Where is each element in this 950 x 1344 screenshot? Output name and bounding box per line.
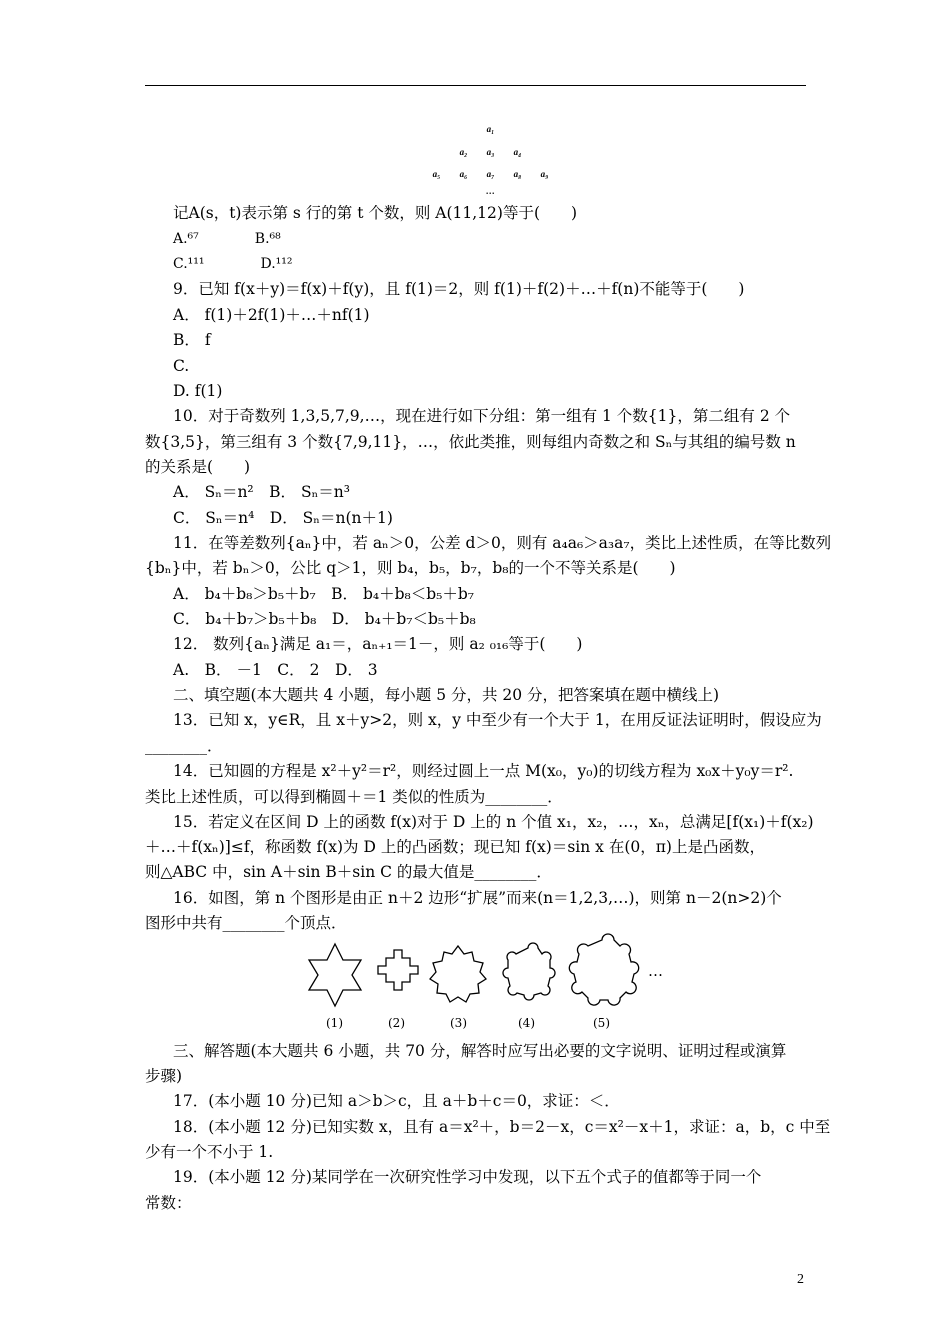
text-line: 数{3,5}，第三组有 3 个数{7,9,11}，…，依此类推，则每组内奇数之和 Sₙ与其组的编号数 n xyxy=(145,433,796,451)
text-line: 的关系是( ) xyxy=(145,458,251,476)
expanded-heptagon-shape xyxy=(569,934,638,1005)
expanded-pentagon-shape xyxy=(430,946,486,1002)
triangle-row-2 xyxy=(450,147,531,157)
triangle-cell: a₆ xyxy=(459,169,468,179)
text-line: 类比上述性质，可以得到椭圆＋＝1 类似的性质为________． xyxy=(145,788,563,806)
choice-line: C.¹¹¹ D.¹¹² xyxy=(173,256,293,272)
star-shape xyxy=(309,944,361,1006)
polygon-figure-drawing xyxy=(300,930,680,1040)
question-16: 16．如图，第 n 个图形是由正 n＋2 边形“扩展”而来(n＝1,2,3,…)，则第 n－2(n>2)个 xyxy=(173,889,782,907)
choice-line: C． Sₙ＝n⁴ D． Sₙ＝n(n＋1) xyxy=(173,509,393,527)
triangle-cell: a₂ xyxy=(459,147,468,157)
question-9: 9．已知 f(x＋y)＝f(x)＋f(y)，且 f(1)＝2，则 f(1)＋f(2)＋…＋f(n)不能等于( ) xyxy=(173,280,745,298)
figure-label: (4) xyxy=(518,1016,535,1030)
question-15: 15．若定义在区间 D 上的函数 f(x)对于 D 上的 n 个值 x₁，x₂，…，xₙ，总满足[f(x₁)＋f(x₂) xyxy=(173,813,814,831)
choice-line: A． f(1)＋2f(1)＋…＋nf(1) xyxy=(173,306,370,324)
triangle-cell: a₅ xyxy=(432,169,441,179)
triangle-cell: a₈ xyxy=(513,169,522,179)
question-10: 10．对于奇数列 1,3,5,7,9,…，现在进行如下分组：第一组有 1 个数{1}，第二组有 2 个 xyxy=(173,407,791,425)
figure-label: (3) xyxy=(450,1016,467,1030)
text-line: 图形中共有________个顶点． xyxy=(145,914,347,932)
choice-line: C. xyxy=(173,357,190,375)
expanded-hexagon-shape xyxy=(503,943,555,1000)
text-line: 少有一个不小于 1. xyxy=(145,1143,274,1161)
figure-label: (2) xyxy=(388,1016,405,1030)
triangle-row-3 xyxy=(423,169,558,179)
choice-line: C． b₄＋b₇＞b₅＋b₈ D． b₄＋b₇＜b₅＋b₈ xyxy=(173,610,476,628)
triangle-row-4 xyxy=(477,186,504,196)
expanded-square-shape xyxy=(378,950,418,990)
triangle-cell: … xyxy=(486,186,495,196)
text-line: 则△ABC 中，sin A＋sin B＋sin C 的最大值是________． xyxy=(145,863,552,881)
question-19: 19．(本小题 12 分)某同学在一次研究性学习中发现，以下五个式子的值都等于同一个 xyxy=(173,1168,762,1186)
triangle-cell: a₁ xyxy=(486,124,495,134)
text-line: ＋…＋f(xₙ)]≤f，称函数 f(x)为 D 上的凸函数；现已知 f(x)＝sin x 在(0，π)上是凸函数， xyxy=(145,838,765,856)
choice-line: B． f xyxy=(173,331,211,349)
text-line: 步骤) xyxy=(145,1067,183,1085)
question-18: 18．(本小题 12 分)已知实数 x，且有 a＝x²＋，b＝2－x，c＝x²－x＋1，求证：a，b，c 中至 xyxy=(173,1118,831,1136)
question-14: 14．已知圆的方程是 x²＋y²＝r²，则经过圆上一点 M(x₀，y₀)的切线方程为 x₀x＋y₀y＝r². xyxy=(173,762,794,780)
header-rule xyxy=(145,85,806,86)
triangle-cell: a₃ xyxy=(486,147,495,157)
choice-line: A.⁶⁷ B.⁶⁸ xyxy=(173,231,281,247)
text-line: 常数： xyxy=(145,1194,192,1212)
section-heading: 二、填空题(本大题共 4 小题，每小题 5 分，共 20 分，把答案填在题中横线上) xyxy=(173,686,720,704)
question-12: 12． 数列{aₙ}满足 a₁＝，aₙ₊₁＝1－，则 a₂ ₀₁₆等于( ) xyxy=(173,635,583,653)
choice-line: A． Sₙ＝n² B． Sₙ＝n³ xyxy=(173,483,350,501)
polygon-figure xyxy=(300,930,680,1040)
figure-label: (5) xyxy=(593,1016,610,1030)
choice-line: A. B． －1 C． 2 D． 3 xyxy=(173,661,378,679)
page-number: 2 xyxy=(797,1272,804,1287)
question-11: 11．在等差数列{aₙ}中，若 aₙ＞0，公差 d＞0，则有 a₄a₆＞a₃a₇，类比上述性质，在等比数列 xyxy=(173,534,832,552)
triangle-cell: a₇ xyxy=(486,169,495,179)
triangle-cell: a₄ xyxy=(513,147,522,157)
triangle-cell: a₉ xyxy=(540,169,549,179)
text-line: ________． xyxy=(145,737,223,755)
question-17: 17．(本小题 10 分)已知 a＞b＞c，且 a＋b＋c＝0，求证：＜． xyxy=(173,1092,620,1110)
choice-line: A． b₄＋b₈＞b₅＋b₇ B． b₄＋b₈＜b₅＋b₇ xyxy=(173,585,475,603)
figure-label: (1) xyxy=(326,1016,343,1030)
question-13: 13．已知 x，y∈R，且 x＋y>2，则 x，y 中至少有一个大于 1，在用反证法证明时，假设应为 xyxy=(173,711,822,729)
text-line: {bₙ}中，若 bₙ＞0，公比 q＞1，则 b₄，b₅，b₇，b₈的一个不等关系是( ) xyxy=(145,559,676,577)
section-heading: 三、解答题(本大题共 6 小题，共 70 分，解答时应写出必要的文字说明、证明过程或演算 xyxy=(173,1042,787,1060)
choice-line: D. f(1) xyxy=(173,382,223,400)
figure-ellipsis: … xyxy=(648,962,663,980)
triangle-row-1 xyxy=(477,124,504,134)
text-line: 记A(s，t)表示第 s 行的第 t 个数，则 A(11,12)等于( ) xyxy=(173,204,578,222)
